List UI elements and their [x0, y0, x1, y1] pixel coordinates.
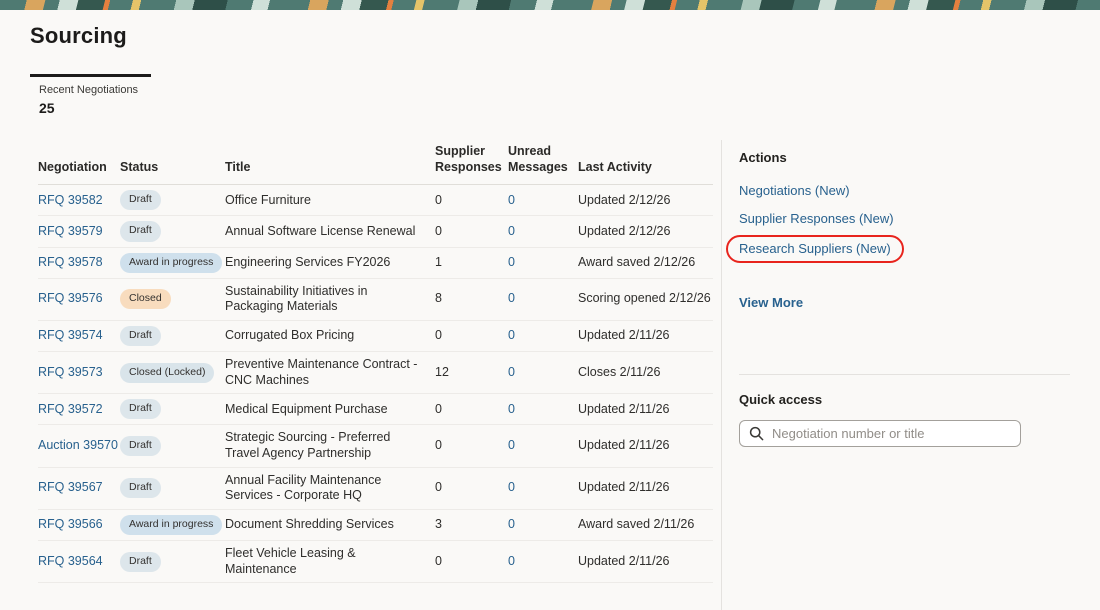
decorative-pattern-banner: [0, 0, 1100, 10]
table-row: [38, 320, 713, 351]
unread-messages-link[interactable]: 0: [508, 254, 515, 269]
table-header-row: [38, 140, 713, 185]
status-badge: Draft: [120, 478, 161, 498]
negotiation-link[interactable]: RFQ 39566: [38, 517, 103, 532]
last-activity-text: Closes 2/11/26: [578, 352, 713, 394]
status-badge: Draft: [120, 326, 161, 346]
panel-divider: [739, 374, 1070, 375]
negotiations-table-section: [38, 140, 721, 610]
action-link-supplier-responses-new[interactable]: Supplier Responses (New): [739, 211, 894, 226]
supplier-responses-count: 0: [435, 320, 508, 351]
supplier-responses-link[interactable]: 12: [435, 352, 508, 394]
table-row: [38, 247, 713, 278]
negotiation-title: Strategic Sourcing - Preferred Travel Agency Partnership: [225, 425, 435, 467]
negotiation-title: Office Furniture: [225, 185, 435, 216]
quick-access-heading: Quick access: [739, 392, 823, 407]
supplier-responses-count: 0: [435, 467, 508, 509]
negotiation-title: Document Shredding Services: [225, 509, 435, 540]
column-header-status: Status: [120, 140, 225, 185]
last-activity-text: Updated 2/11/26: [578, 320, 713, 351]
unread-messages-link[interactable]: 0: [508, 328, 515, 343]
unread-messages-link[interactable]: 0: [508, 517, 515, 532]
negotiation-title: Corrugated Box Pricing: [225, 320, 435, 351]
page-title: Sourcing: [30, 23, 127, 48]
action-row: [739, 183, 1070, 199]
status-badge: Draft: [120, 552, 161, 572]
status-badge: Closed: [120, 289, 171, 309]
quick-access-search-box[interactable]: [739, 420, 1021, 447]
table-row: [38, 352, 713, 394]
table-row: [38, 185, 713, 216]
status-badge: Award in progress: [120, 515, 222, 535]
status-badge: Closed (Locked): [120, 363, 214, 383]
negotiation-link[interactable]: RFQ 39567: [38, 480, 103, 495]
negotiation-link[interactable]: RFQ 39582: [38, 192, 103, 207]
negotiation-link[interactable]: RFQ 39576: [38, 291, 103, 306]
column-header-unread-messages: Unread Messages: [508, 140, 578, 185]
table-row: [38, 509, 713, 540]
status-badge: Draft: [120, 399, 161, 419]
last-activity-text: Award saved 2/11/26: [578, 509, 713, 540]
column-header-last-activity: Last Activity: [578, 140, 713, 185]
negotiation-link[interactable]: Auction 39570: [38, 438, 118, 453]
supplier-responses-link[interactable]: 1: [435, 247, 508, 278]
table-row: [38, 394, 713, 425]
table-row: [38, 278, 713, 320]
negotiation-title: Annual Software License Renewal: [225, 216, 435, 247]
search-input[interactable]: [772, 426, 1011, 441]
supplier-responses-count: 0: [435, 394, 508, 425]
action-row: [739, 211, 1070, 227]
last-activity-text: Updated 2/11/26: [578, 541, 713, 583]
unread-messages-link[interactable]: 0: [508, 438, 515, 453]
column-header-negotiation: Negotiation: [38, 140, 120, 185]
negotiation-title: Medical Equipment Purchase: [225, 394, 435, 425]
supplier-responses-link[interactable]: 8: [435, 278, 508, 320]
supplier-responses-count: 0: [435, 541, 508, 583]
status-badge: Draft: [120, 190, 161, 210]
negotiation-link[interactable]: RFQ 39572: [38, 401, 103, 416]
action-link-negotiations-new[interactable]: Negotiations (New): [739, 183, 850, 198]
table-row: [38, 216, 713, 247]
supplier-responses-count: 0: [435, 185, 508, 216]
negotiation-link[interactable]: RFQ 39564: [38, 553, 103, 568]
column-header-supplier-responses: Supplier Responses: [435, 140, 508, 185]
unread-messages-link[interactable]: 0: [508, 401, 515, 416]
main-area: [30, 140, 1100, 610]
column-header-title: Title: [225, 140, 435, 185]
unread-messages-link[interactable]: 0: [508, 192, 515, 207]
unread-messages-link[interactable]: 0: [508, 480, 515, 495]
table-row: [38, 541, 713, 583]
last-activity-text: Updated 2/11/26: [578, 394, 713, 425]
negotiation-title: Fleet Vehicle Leasing & Maintenance: [225, 541, 435, 583]
magnifier-icon: [749, 426, 764, 441]
status-badge: Draft: [120, 436, 161, 456]
table-row: [38, 467, 713, 509]
recent-negotiations-stat[interactable]: [30, 74, 151, 116]
last-activity-text: Scoring opened 2/12/26: [578, 278, 713, 320]
stat-label: Recent Negotiations: [39, 84, 139, 96]
action-row: [739, 239, 1070, 257]
unread-messages-link[interactable]: 0: [508, 364, 515, 379]
negotiations-table: [38, 140, 713, 583]
supplier-responses-count: 0: [435, 216, 508, 247]
unread-messages-link[interactable]: 0: [508, 223, 515, 238]
annotation-red-circle: [726, 235, 904, 263]
view-more-link[interactable]: View More: [739, 295, 804, 310]
table-row: [38, 425, 713, 467]
negotiation-title: Engineering Services FY2026: [225, 247, 435, 278]
status-badge: Draft: [120, 221, 161, 241]
last-activity-text: Updated 2/11/26: [578, 425, 713, 467]
last-activity-text: Updated 2/12/26: [578, 185, 713, 216]
negotiation-title: Preventive Maintenance Contract - CNC Machines: [225, 352, 435, 394]
negotiation-link[interactable]: RFQ 39578: [38, 254, 103, 269]
last-activity-text: Updated 2/12/26: [578, 216, 713, 247]
supplier-responses-count: 0: [435, 425, 508, 467]
last-activity-text: Award saved 2/12/26: [578, 247, 713, 278]
actions-link-list: [739, 183, 1070, 257]
actions-heading: Actions: [739, 150, 787, 165]
negotiation-link[interactable]: RFQ 39573: [38, 364, 103, 379]
side-panel: [721, 140, 1100, 610]
action-link-research-suppliers-new[interactable]: Research Suppliers (New): [739, 241, 891, 256]
unread-messages-link[interactable]: 0: [508, 553, 515, 568]
negotiation-link[interactable]: RFQ 39574: [38, 328, 103, 343]
negotiation-link[interactable]: RFQ 39579: [38, 223, 103, 238]
status-badge: Award in progress: [120, 253, 222, 273]
negotiation-title: Sustainability Initiatives in Packaging Materials: [225, 278, 435, 320]
negotiation-title: Annual Facility Maintenance Services - Corporate HQ: [225, 467, 435, 509]
unread-messages-link[interactable]: 0: [508, 291, 515, 306]
stat-value: 25: [39, 100, 55, 116]
supplier-responses-link[interactable]: 3: [435, 509, 508, 540]
last-activity-text: Updated 2/11/26: [578, 467, 713, 509]
